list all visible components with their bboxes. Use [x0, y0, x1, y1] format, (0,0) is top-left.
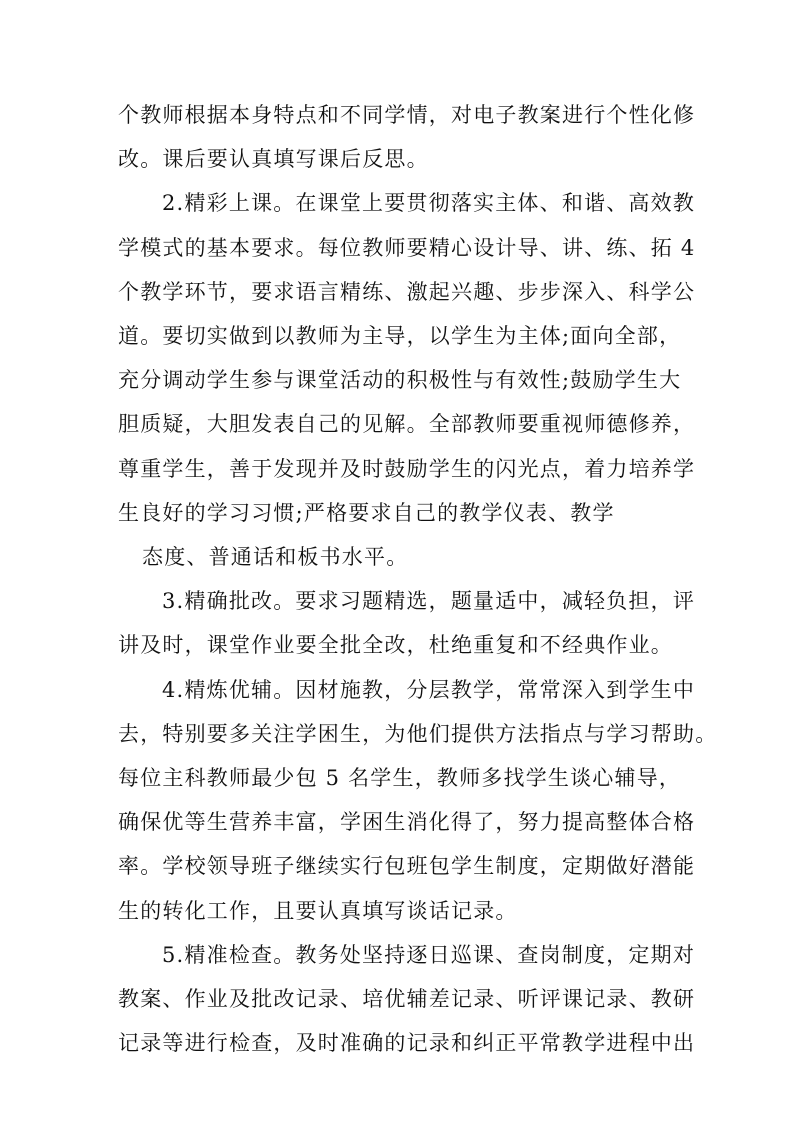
text-line: 率。学校领导班子继续实行包班包学生制度，定期做好潜能: [118, 854, 696, 878]
text-line: 个教学环节，要求语言精练、激起兴趣、步步深入、科学公: [118, 280, 696, 304]
text-line: 个教师根据本身特点和不同学情，对电子教案进行个性化修: [118, 103, 696, 127]
text-line: 讲及时，课堂作业要全批全改，杜绝重复和不经典作业。: [118, 633, 673, 657]
text-line: 生的转化工作，且要认真填写谈话记录。: [118, 899, 518, 923]
text-line: 记录等进行检查，及时准确的记录和纠正平常教学进程中出: [118, 1031, 696, 1055]
text-line: 每位主科教师最少包 5 名学生，教师多找学生谈心辅导，: [118, 766, 682, 790]
text-line: 充分调动学生参与课堂活动的积极性与有效性;鼓励学生大: [118, 368, 682, 392]
text-line: 道。要切实做到以教师为主导，以学生为主体;面向全部，: [118, 324, 682, 348]
text-line: 学模式的基本要求。每位教师要精心设计导、讲、练、拓 4: [118, 236, 696, 260]
text-line: 改。课后要认真填写课后反思。: [118, 147, 429, 171]
text-line: 尊重学生，善于发现并及时鼓励学生的闪光点，着力培养学: [118, 457, 696, 481]
text-line: 去，特别要多关注学困生，为他们提供方法指点与学习帮助。: [118, 722, 718, 746]
paragraph-heading: 2.精彩上课。在课堂上要贯彻落实主体、和谐、高效教: [162, 191, 696, 215]
paragraph-heading: 3.精确批改。要求习题精选，题量适中，减轻负担，评: [162, 589, 696, 613]
text-line: 生良好的学习习惯;严格要求自己的教学仪表、教学: [118, 501, 615, 525]
paragraph-heading: 5.精准检查。教务处坚持逐日巡课、查岗制度，定期对: [162, 943, 696, 967]
text-line: 态度、普通话和板书水平。: [142, 545, 409, 569]
text-line: 胆质疑，大胆发表自己的见解。全部教师要重视师德修养，: [118, 412, 696, 436]
text-line: 教案、作业及批改记录、培优辅差记录、听评课记录、教研: [118, 987, 696, 1011]
paragraph-heading: 4.精炼优辅。因材施教，分层教学，常常深入到学生中: [162, 678, 696, 702]
text-line: 确保优等生营养丰富，学困生消化得了，努力提高整体合格: [118, 810, 696, 834]
